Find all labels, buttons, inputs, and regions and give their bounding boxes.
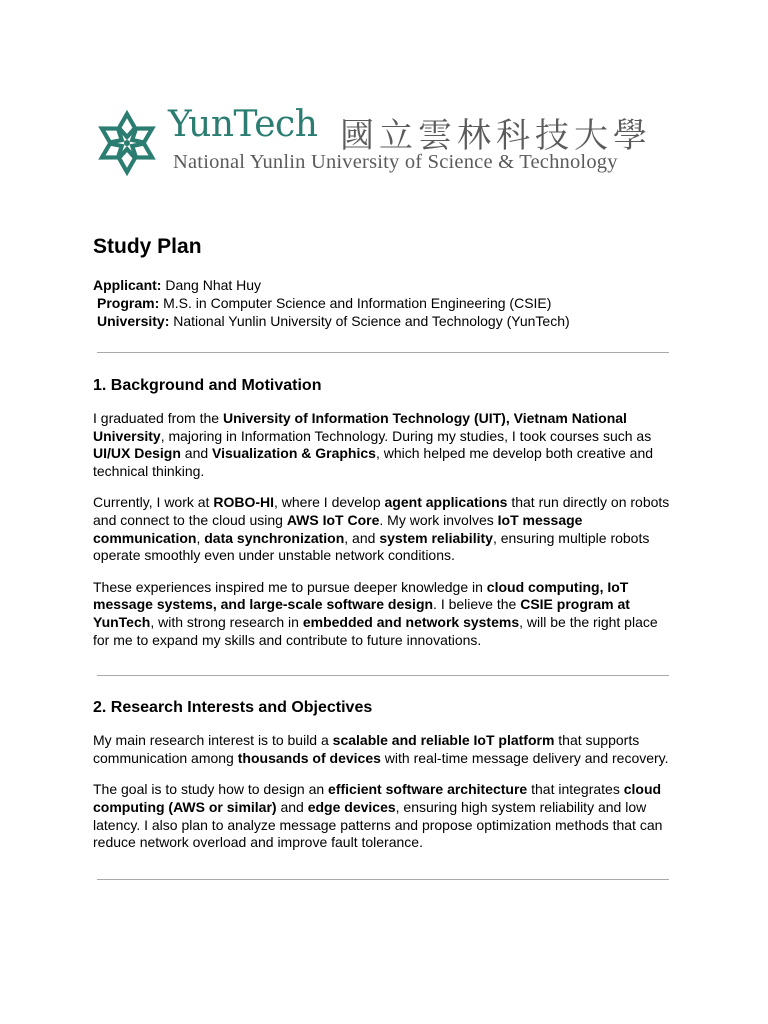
program-value: M.S. in Computer Science and Information Engineering (CSIE) <box>163 295 552 311</box>
paragraph: My main research interest is to build a scalable and reliable IoT platform that supports communication among thousands of devices with real-time message delivery and recovery. <box>93 732 669 766</box>
document-body <box>93 234 673 880</box>
logo-chinese-name: 國立雲林科技大學 <box>340 116 652 156</box>
snowflake-emblem-icon <box>94 110 160 176</box>
university-line <box>93 312 673 330</box>
divider <box>97 675 669 676</box>
applicant-value: Dang Nhat Huy <box>165 277 262 293</box>
section-heading: 1. Background and Motivation <box>93 377 322 394</box>
university-value: National Yunlin University of Science and Technology (YunTech) <box>173 313 570 329</box>
university-label: University: <box>97 313 170 329</box>
paragraph: Currently, I work at ROBO-HI, where I develop agent applications that run directly on robots and connect to the cloud using AWS IoT Core. My work involves IoT message communication, data synchronization, and system reliability, ensuring multiple robots operate smoothly even under unstable network conditions. <box>93 494 670 564</box>
paragraph: I graduated from the University of Information Technology (UIT), Vietnam National University, majoring in Information Technology. During my studies, I took courses such as UI/UX Design and Visualization & Graphics, which helped me develop both creative and technical thinking. <box>93 410 654 479</box>
university-logo <box>94 104 684 178</box>
logo-wordmark: YunTech <box>168 104 318 145</box>
paragraph: The goal is to study how to design an efficient software architecture that integrates cloud computing (AWS or similar) and edge devices, ensuring high system reliability and low latency. I also plan to analyze message patterns and propose optimization methods that can reduce network overload and improve fault tolerance. <box>93 781 663 851</box>
program-line <box>93 294 673 312</box>
applicant-line <box>93 276 673 294</box>
logo-english-name: National Yunlin University of Science & Technology <box>173 151 618 173</box>
applicant-label: Applicant: <box>93 277 162 293</box>
applicant-info <box>93 276 673 330</box>
divider <box>97 352 669 353</box>
paragraph: These experiences inspired me to pursue deeper knowledge in cloud computing, IoT message systems, and large-scale software design. I believe the CSIE program at YunTech, with strong research in embedded and network systems, will be the right place for me to expand my skills and contribute to future innovations. <box>93 578 658 648</box>
page-title: Study Plan <box>93 235 202 258</box>
divider <box>97 879 669 880</box>
section-heading: 2. Research Interests and Objectives <box>93 699 373 717</box>
program-label: Program: <box>97 295 160 311</box>
